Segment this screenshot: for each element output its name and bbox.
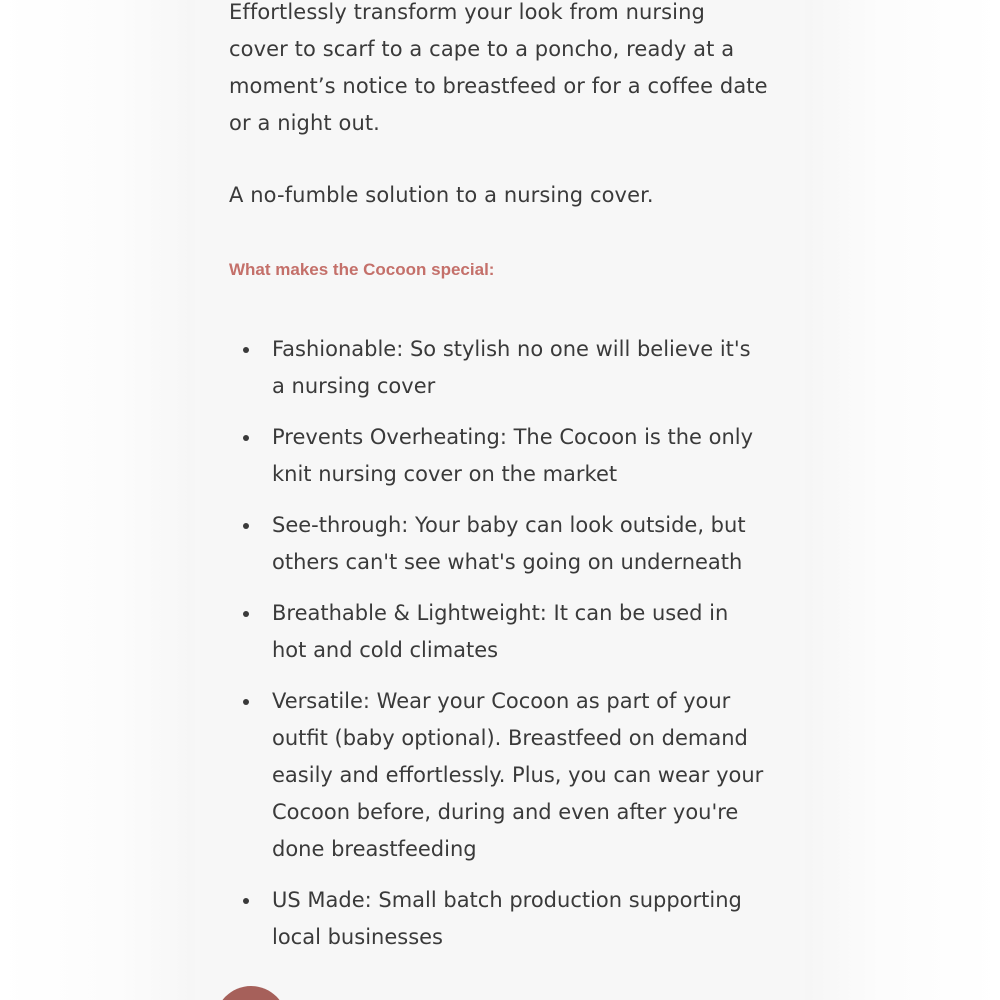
feature-text: Prevents Overheating: The Cocoon is the only knit nursing cover on the market [272,425,754,486]
feature-item-versatile [229,683,769,868]
feature-text: Fashionable: So stylish no one will believe it's a nursing cover [272,337,751,398]
feature-item-see-through [229,507,769,581]
feature-text: US Made: Small batch production supporting local businesses [272,888,742,949]
intro-paragraph: Effortlessly transform your look from nursing cover to scarf to a cape to a poncho, ready at a moment’s notice to breastfeed or for a coffee date or a night out. [229,0,768,135]
right-margin [805,0,1000,1000]
bullet-icon [243,898,249,904]
feature-item-breathable [229,595,769,669]
bullet-icon [243,699,249,705]
feature-item-us-made [229,882,769,956]
feature-item-prevents-overheating [229,419,769,493]
feature-text: See-through: Your baby can look outside, but others can't see what's going on underneath [272,513,746,574]
feature-item-fashionable [229,331,769,405]
product-description [195,0,805,1000]
left-margin [0,0,195,1000]
bullet-icon [243,347,249,353]
feature-text: Breathable & Lightweight: It can be used in hot and cold climates [272,601,729,662]
feature-text: Versatile: Wear your Cocoon as part of your outfit (baby optional). Breastfeed on demand easily and effortlessly. Plus, you can wear your Cocoon before, during and even after you're done breastfeeding [272,689,764,861]
features-list [229,331,769,970]
tagline-paragraph: A no-fumble solution to a nursing cover. [229,183,654,207]
bullet-icon [243,611,249,617]
features-heading: What makes the Cocoon special: [229,260,495,279]
bullet-icon [243,523,249,529]
bullet-icon [243,435,249,441]
